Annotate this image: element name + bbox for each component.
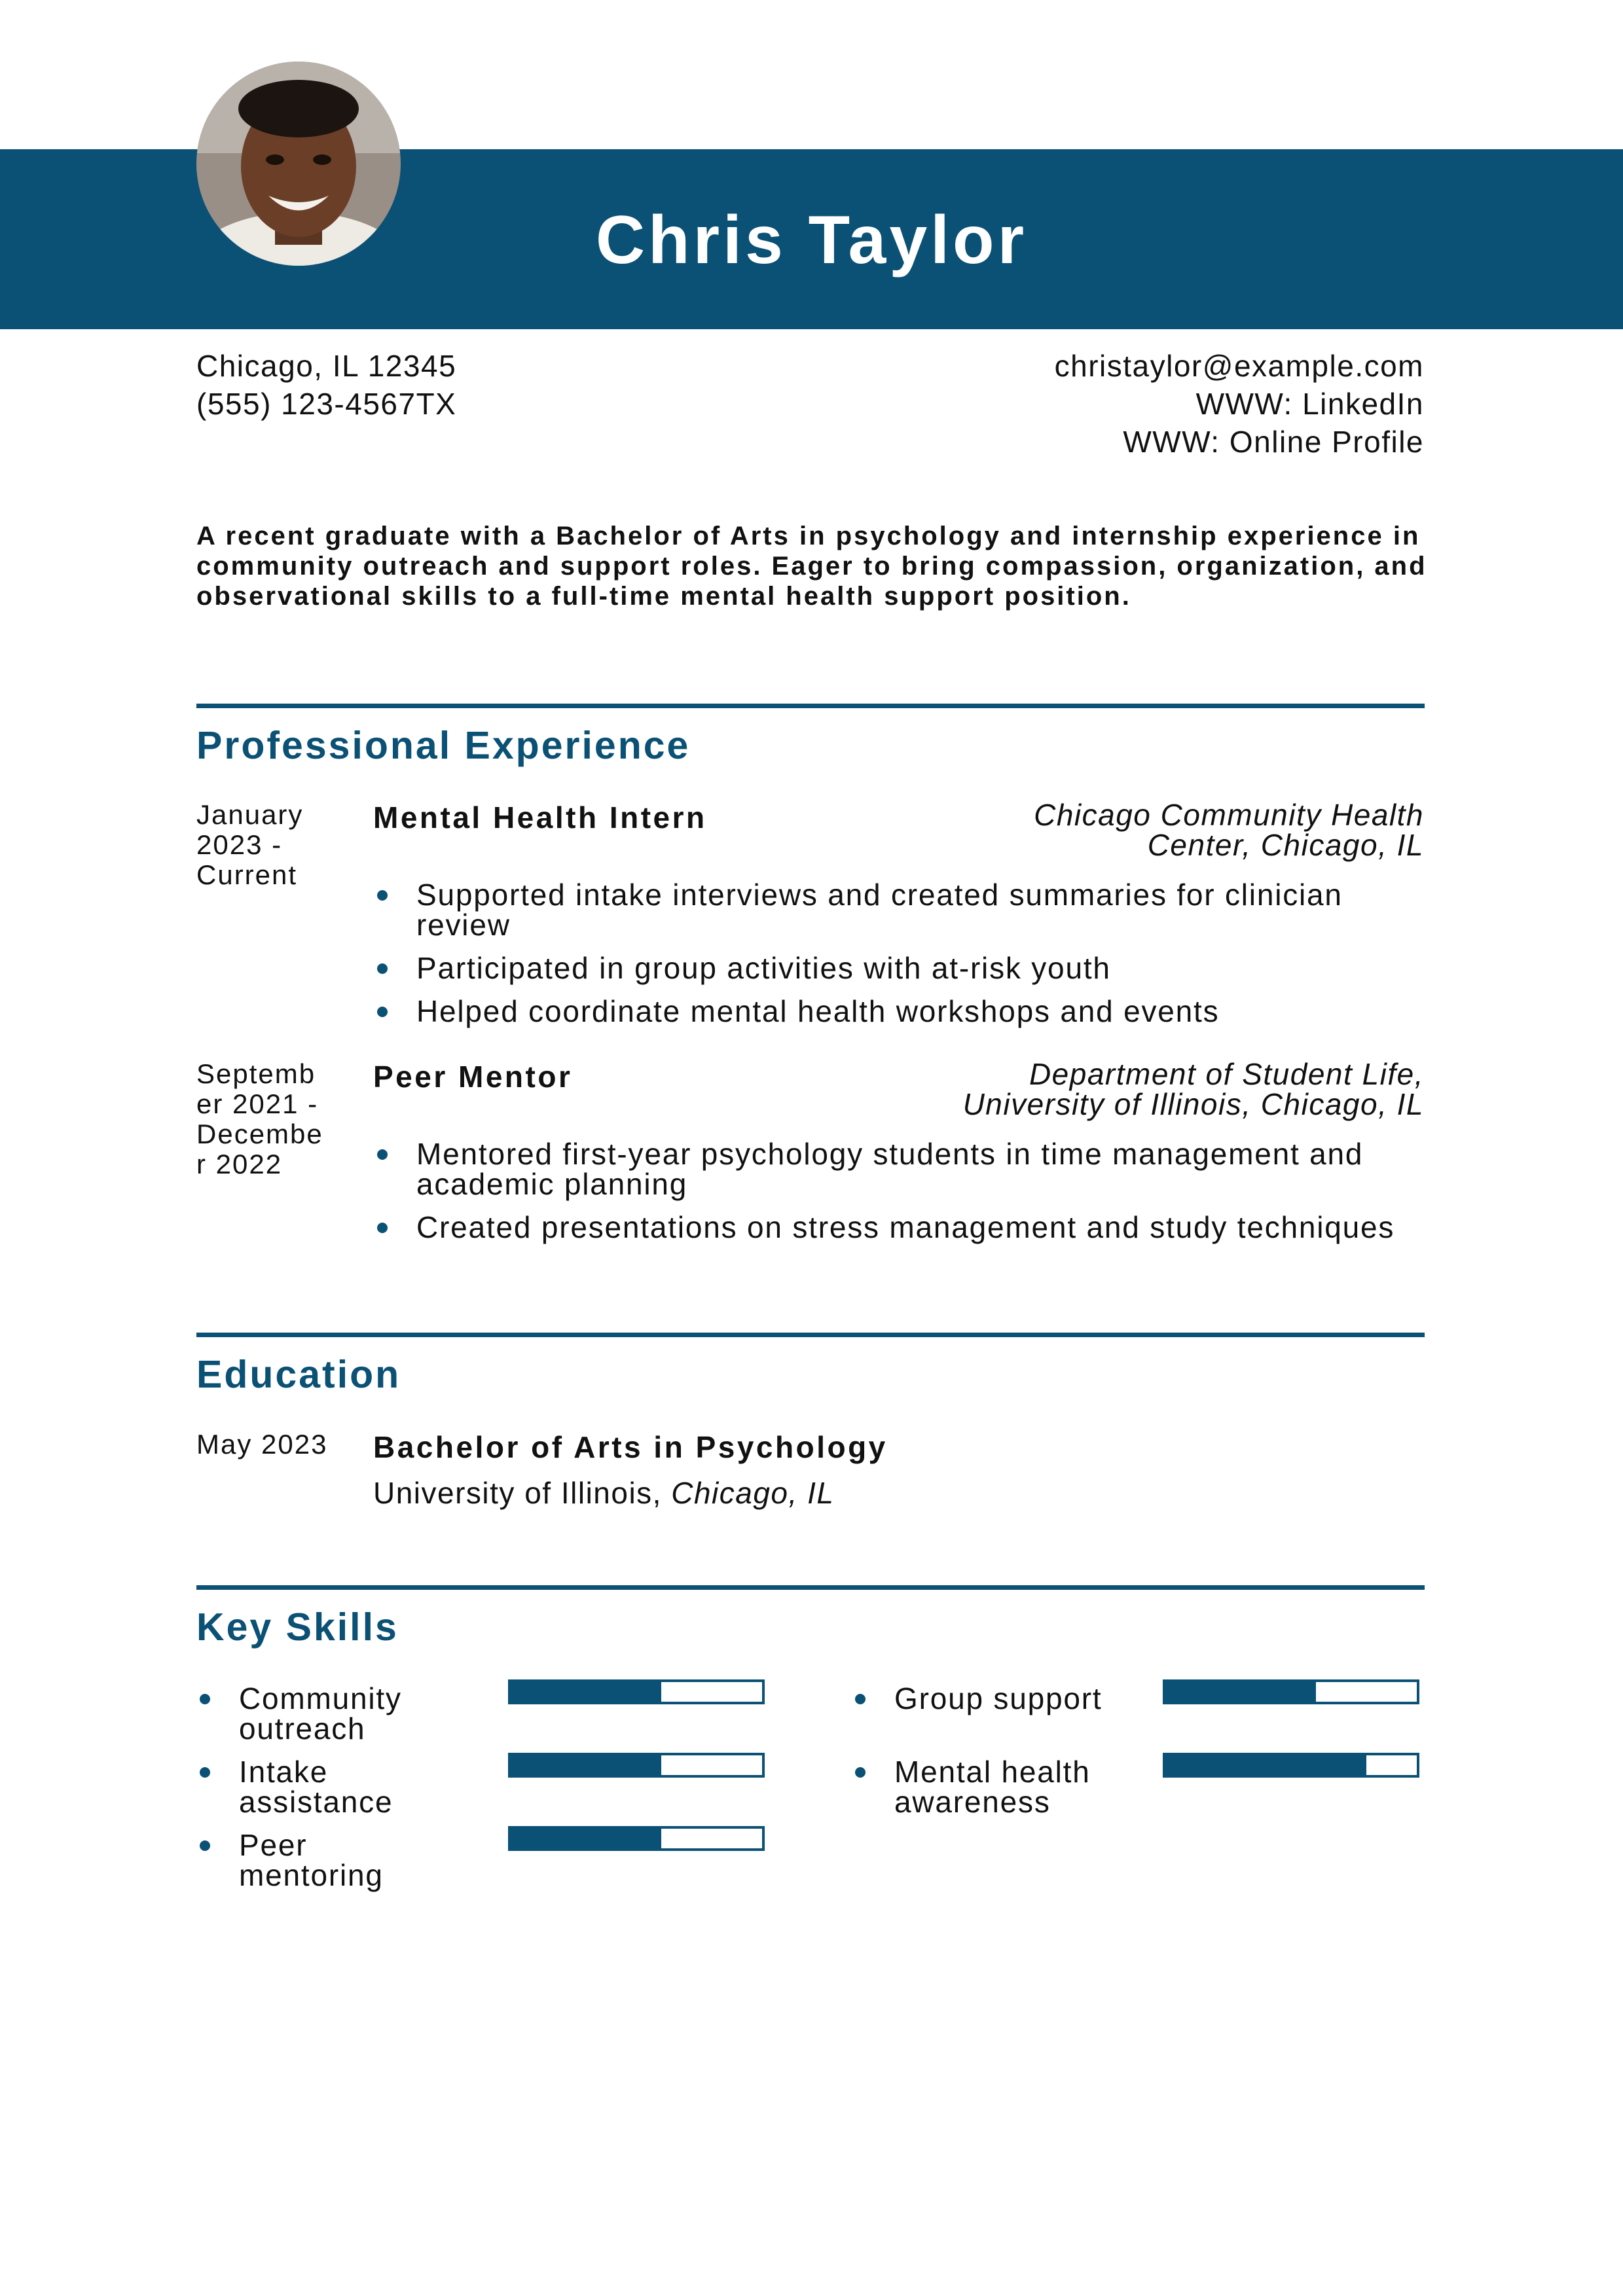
bullet-text: Helped coordinate mental health workshops and events	[416, 994, 1220, 1028]
job-title: Peer Mentor	[373, 1060, 573, 1094]
bullet-icon	[200, 1767, 210, 1778]
list-item	[373, 996, 1434, 1026]
org-line: University of Illinois, Chicago, IL	[962, 1087, 1424, 1121]
skill-item	[239, 1683, 488, 1744]
bullet-icon	[855, 1767, 866, 1778]
job-organization	[1034, 800, 1424, 860]
skill-level-bar	[508, 1753, 765, 1778]
bullet-icon	[377, 1149, 388, 1160]
skill-level-bar	[508, 1826, 765, 1851]
list-item	[373, 880, 1434, 940]
bullet-icon	[200, 1694, 210, 1704]
skill-level-fill	[511, 1755, 661, 1775]
list-item	[373, 1139, 1434, 1199]
skill-label: Group support	[894, 1681, 1103, 1715]
date-line: er 2021 -	[196, 1088, 319, 1119]
job-bullets	[373, 1139, 1434, 1242]
bullet-icon	[377, 890, 388, 901]
bullet-icon	[377, 1223, 388, 1233]
school-name: University of Illinois,	[373, 1476, 662, 1510]
skill-label: Intake	[239, 1755, 329, 1789]
list-item	[373, 953, 1434, 983]
skill-item	[894, 1683, 1143, 1713]
org-line: Center, Chicago, IL	[1147, 828, 1424, 862]
job-organization	[963, 1059, 1424, 1119]
contact-phone: (555) 123-4567TX	[196, 387, 457, 421]
skill-item	[239, 1830, 488, 1890]
section-divider	[196, 704, 1425, 708]
contact-email[interactable]: christaylor@example.com	[1054, 349, 1424, 383]
date-line: r 2022	[196, 1149, 283, 1179]
date-line: 2023 -	[196, 829, 283, 860]
skill-level-bar	[508, 1679, 765, 1704]
section-title-skills: Key Skills	[196, 1605, 399, 1649]
education-degree: Bachelor of Arts in Psychology	[373, 1430, 888, 1464]
contact-left	[196, 347, 456, 423]
date-line: Current	[196, 859, 298, 890]
school-location: Chicago, IL	[671, 1476, 835, 1510]
contact-city: Chicago, IL 12345	[196, 349, 457, 383]
skill-level-fill	[511, 1829, 661, 1848]
list-item	[373, 1212, 1434, 1242]
date-line: Decembe	[196, 1119, 323, 1149]
bullet-text: Mentored first-year psychology students in time management and academic planning	[416, 1137, 1364, 1201]
contact-right	[1055, 347, 1424, 461]
section-title-education: Education	[196, 1353, 401, 1396]
date-line: January	[196, 799, 304, 830]
education-date: May 2023	[196, 1429, 328, 1460]
skill-label: Community	[239, 1681, 402, 1715]
skill-label: outreach	[239, 1712, 366, 1746]
org-line: Chicago Community Health	[1034, 798, 1424, 832]
job-title: Mental Health Intern	[373, 800, 707, 834]
contact-profile[interactable]: WWW: Online Profile	[1123, 425, 1424, 459]
job-date	[196, 1059, 347, 1179]
bullet-text: Participated in group activities with at-risk youth	[416, 951, 1111, 985]
date-line: Septemb	[196, 1058, 316, 1089]
skill-label: awareness	[894, 1785, 1051, 1819]
bullet-text: Created presentations on stress management and study techniques	[416, 1210, 1395, 1244]
skill-level-bar	[1163, 1679, 1419, 1704]
skill-level-bar	[1163, 1753, 1419, 1778]
job-bullets	[373, 880, 1434, 1026]
bullet-icon	[377, 963, 388, 974]
section-divider	[196, 1333, 1425, 1337]
skill-label: Mental health	[894, 1755, 1091, 1789]
skill-level-fill	[1165, 1682, 1316, 1702]
bullet-text: Supported intake interviews and created summaries for clinician review	[416, 878, 1343, 942]
education-school	[373, 1475, 834, 1511]
skill-label: Peer	[239, 1828, 308, 1862]
org-line: Department of Student Life,	[1029, 1057, 1424, 1091]
section-title-experience: Professional Experience	[196, 724, 691, 767]
summary: A recent graduate with a Bachelor of Arts in psychology and internship experience in community outreach and support roles. Eager to bring compassion, organization, and observational skills to a full-time mental health support position.	[196, 522, 1427, 611]
section-divider	[196, 1585, 1425, 1590]
bullet-icon	[200, 1840, 210, 1851]
candidate-name: Chris Taylor	[595, 202, 1028, 278]
skill-label: assistance	[239, 1785, 393, 1819]
skill-level-fill	[1165, 1755, 1366, 1775]
bullet-icon	[855, 1694, 866, 1704]
job-date	[196, 800, 347, 890]
contact-linkedin[interactable]: WWW: LinkedIn	[1195, 387, 1424, 421]
skill-item	[894, 1757, 1143, 1817]
skill-label: mentoring	[239, 1858, 384, 1892]
skill-item	[239, 1757, 488, 1817]
bullet-icon	[377, 1007, 388, 1017]
skill-level-fill	[511, 1682, 661, 1702]
